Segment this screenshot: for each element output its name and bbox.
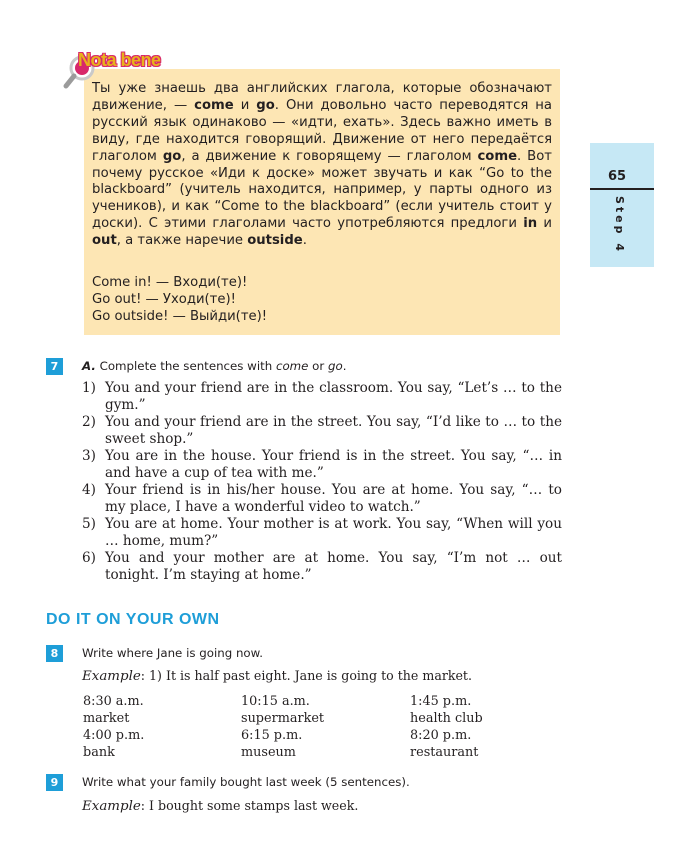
list-item: 1) You and your friend are in the classroom. You say, “Let’s … to the gym.” xyxy=(82,380,562,413)
schedule-time: 8:20 p.m. xyxy=(410,728,472,743)
exercise-example: Example: I bought some stamps last week. xyxy=(82,798,359,814)
schedule-place: bank xyxy=(83,745,115,760)
exercise-instruction: Write where Jane is going now. xyxy=(82,646,263,660)
section-heading: DO IT ON YOUR OWN xyxy=(46,611,220,628)
exercise-instruction: A. Complete the sentences with come or go. xyxy=(82,359,347,373)
list-item: 4) Your friend is in his/her house. You are at home. You say, “… to my place, I have a wonderful video to watch.” xyxy=(82,482,562,515)
schedule-time: 8:30 a.m. xyxy=(83,694,144,709)
schedule-time: 10:15 a.m. xyxy=(241,694,310,709)
nota-bene-example: Come in! — Входи(те)! xyxy=(92,275,248,290)
nota-bene-logo: Nota bene xyxy=(78,50,161,70)
schedule-place: supermarket xyxy=(241,711,325,726)
schedule-place: restaurant xyxy=(410,745,479,760)
schedule-place: market xyxy=(83,711,130,726)
nota-bene-example: Go outside! — Выйди(те)! xyxy=(92,309,268,324)
page-number: 65 xyxy=(607,169,627,184)
exercise-number: 9 xyxy=(46,774,63,791)
exercise-number: 7 xyxy=(46,358,63,375)
nota-bene-example: Go out! — Уходи(те)! xyxy=(92,292,236,307)
side-tab-divider xyxy=(590,188,654,190)
list-item: 2) You and your friend are in the street. You say, “I’d like to … to the sweet shop.” xyxy=(82,414,562,447)
step-label: Step 4 xyxy=(613,196,626,254)
exercise-instruction: Write what your family bought last week (5 sentences). xyxy=(82,775,410,789)
schedule-place: museum xyxy=(241,745,296,760)
list-item: 3) You are in the house. Your friend is in the street. You say, “… in and have a cup of tea with me.” xyxy=(82,448,562,481)
nota-bene-paragraph: Ты уже знаешь два английских глагола, которые обозначают движение, — come и go. Они довольно часто переводятся на русский язык одинаково — «идти, ехать». Здесь важно иметь в виду, где находится говорящий. Движение от него передаётся глаголом go, а движение к говорящему — глаголом come. Вот почему русское «Иди к доске» может звучать и как “Go to the blackboard” (учитель находится, например, у парты одного из учеников), и как “Come to the blackboard” (если учитель стоит у доски). С этими глаголами часто употребляются предлоги in и out, а также наречие outside. xyxy=(92,81,552,249)
list-item: 6) You and your mother are at home. You say, “I’m not … out tonight. I’m staying at home.” xyxy=(82,550,562,583)
schedule-time: 6:15 p.m. xyxy=(241,728,303,743)
schedule-time: 4:00 p.m. xyxy=(83,728,145,743)
schedule-time: 1:45 p.m. xyxy=(410,694,472,709)
schedule-place: health club xyxy=(410,711,483,726)
exercise-number: 8 xyxy=(46,645,63,662)
exercise-example: Example: 1) It is half past eight. Jane is going to the market. xyxy=(82,668,472,684)
list-item: 5) You are at home. Your mother is at work. You say, “When will you … home, mum?” xyxy=(82,516,562,549)
